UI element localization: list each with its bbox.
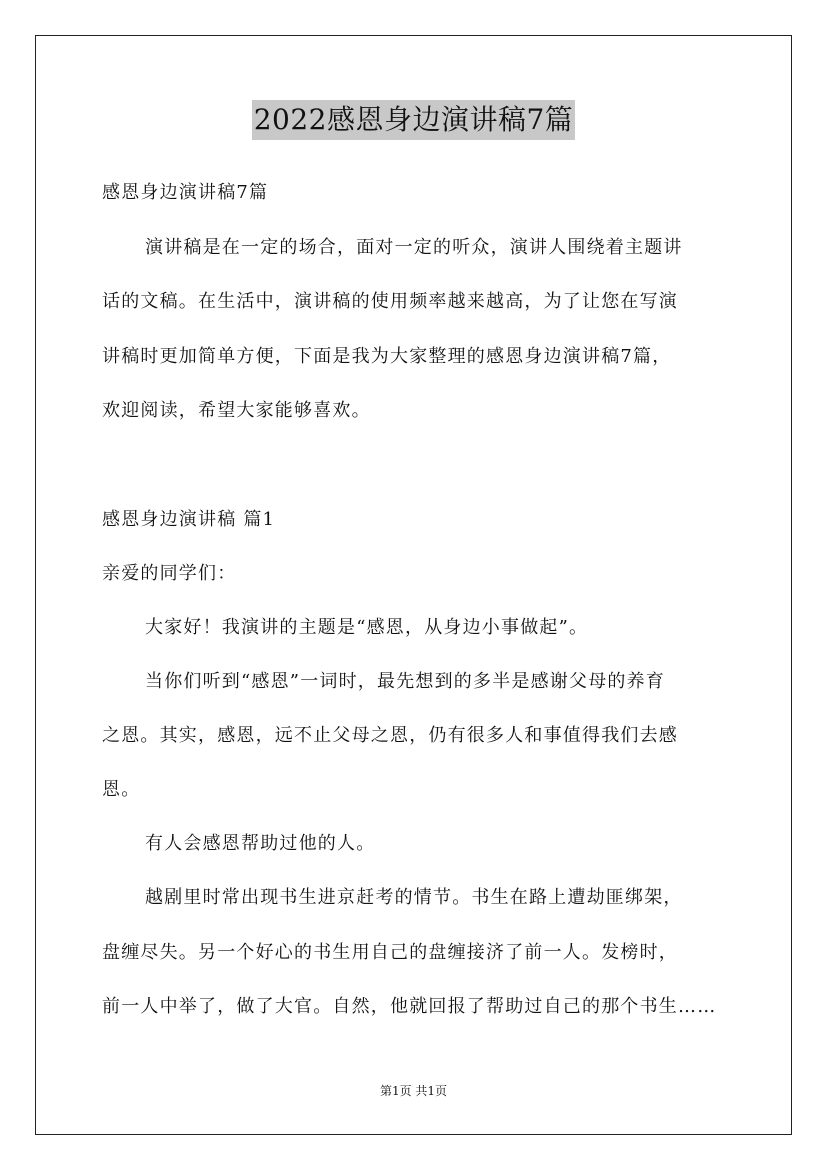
title-container bbox=[0, 100, 827, 140]
paragraph-line: 恩。 bbox=[102, 779, 141, 800]
paragraph-line: 演讲稿是在一定的场合，面对一定的听众，演讲人围绕着主题讲 bbox=[145, 237, 683, 258]
paragraph-line: 话的文稿。在生活中，演讲稿的使用频率越来越高，为了让您在写演 bbox=[102, 291, 678, 312]
subtitle: 感恩身边演讲稿7篇 bbox=[102, 182, 269, 203]
page-number: 第1页 共1页 bbox=[379, 1084, 448, 1098]
paragraph-line: 讲稿时更加简单方便，下面是我为大家整理的感恩身边演讲稿7篇， bbox=[102, 346, 672, 367]
document-title: 2022感恩身边演讲稿7篇 bbox=[252, 100, 576, 140]
paragraph-line: 越剧里时常出现书生进京赶考的情节。书生在路上遭劫匪绑架， bbox=[145, 887, 683, 908]
paragraph-line: 大家好！我演讲的主题是“感恩，从身边小事做起”。 bbox=[145, 617, 589, 638]
section-heading: 感恩身边演讲稿 篇1 bbox=[102, 509, 276, 530]
paragraph-line: 盘缠尽失。另一个好心的书生用自己的盘缠接济了前一人。发榜时， bbox=[102, 942, 678, 963]
paragraph-line: 当你们听到“感恩”一词时，最先想到的多半是感谢父母的养育 bbox=[145, 671, 666, 692]
paragraph-line: 之恩。其实，感恩，远不止父母之恩，仍有很多人和事值得我们去感 bbox=[102, 725, 678, 746]
salutation: 亲爱的同学们： bbox=[102, 563, 237, 584]
paragraph-line: 欢迎阅读，希望大家能够喜欢。 bbox=[102, 400, 371, 421]
paragraph-line: 有人会感恩帮助过他的人。 bbox=[145, 833, 376, 854]
paragraph-line: 前一人中举了，做了大官。自然，他就回报了帮助过自己的那个书生…… bbox=[102, 996, 717, 1017]
